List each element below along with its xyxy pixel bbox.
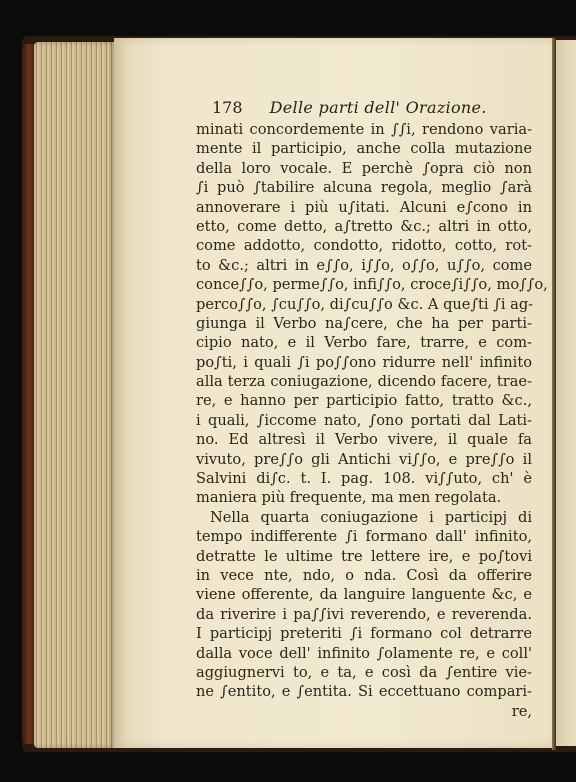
text-line: dalla voce dell' infinito ∫olamente re, e coll' <box>196 644 532 662</box>
book-cover-edge <box>22 44 34 744</box>
text-line: vivuto, pre∫∫o gli Antichi vi∫∫o, e pre∫∫o il <box>196 450 532 468</box>
text-line: ∫i può ∫tabilire alcuna regola, meglio ∫arà <box>196 179 532 197</box>
text-line: tempo indifferente ∫i formano dall' infinito, <box>196 528 532 546</box>
catchword: re, <box>511 702 532 720</box>
text-line: detratte le ultime tre lettere ire, e po∫tovi <box>196 547 532 565</box>
text-line: come addotto, condotto, ridotto, cotto, rot- <box>196 237 532 255</box>
text-line: aggiugnervi to, e ta, e così da ∫entire vie- <box>196 663 532 681</box>
text-line: viene offerente, da languire languente &c, e <box>196 586 532 604</box>
text-line: minati concordemente in ∫∫i, rendono varia- <box>196 121 532 138</box>
facing-page-edge <box>556 40 576 746</box>
running-header <box>212 98 542 117</box>
text-line: po∫ti, i quali ∫i po∫∫ono ridurre nell' infinito <box>196 353 532 371</box>
text-line: re, e hanno per participio fatto, tratto &c., <box>196 392 532 410</box>
text-line: I participj preteriti ∫i formano col detrarre <box>196 625 532 643</box>
text-line: etto, come detto, a∫tretto &c.; altri in otto, <box>196 217 532 235</box>
text-line: to &c.; altri in e∫∫o, i∫∫o, o∫∫o, u∫∫o, come <box>196 256 532 274</box>
text-line: da riverire i pa∫∫ivi reverendo, e reverenda. <box>196 605 532 623</box>
page-stack <box>34 42 116 748</box>
text-line: giunga il Verbo na∫cere, che ha per parti- <box>196 314 532 332</box>
text-line: maniera più frequente, ma men regolata. <box>196 489 502 507</box>
running-title: Delle parti dell' Orazione. <box>269 98 487 117</box>
text-line: no. Ed altresì il Verbo vivere, il quale fa <box>196 431 532 449</box>
text-line: Nella quarta coniugazione i participj di <box>210 508 532 526</box>
text-line: conce∫∫o, perme∫∫o, infi∫∫o, croce∫i∫∫o, mo∫∫o, <box>196 276 548 294</box>
text-line: cipio nato, e il Verbo fare, trarre, e com- <box>196 334 532 352</box>
text-line: ne ∫entito, e ∫entita. Si eccettuano compari- <box>196 683 532 701</box>
page-number: 178 <box>212 98 243 117</box>
text-line: della loro vocale. E perchè ∫opra ciò non <box>196 159 532 177</box>
body-text <box>196 120 548 721</box>
text-line: i quali, ∫iccome nato, ∫ono portati dal Lati- <box>196 411 532 429</box>
text-line: alla terza coniugazione, dicendo facere, trae- <box>196 373 532 391</box>
text-line: perco∫∫o, ∫cu∫∫o, di∫cu∫∫o &c. A que∫ti ∫i ag- <box>196 295 534 313</box>
text-line: annoverare i più u∫itati. Alcuni e∫cono in <box>196 198 532 216</box>
text-line: mente il participio, anche colla mutazione <box>196 140 532 158</box>
text-line: in vece nte, ndo, o nda. Così da offerire <box>196 566 532 584</box>
text-line: Salvini di∫c. t. I. pag. 108. vi∫∫uto, ch' è <box>196 470 532 488</box>
